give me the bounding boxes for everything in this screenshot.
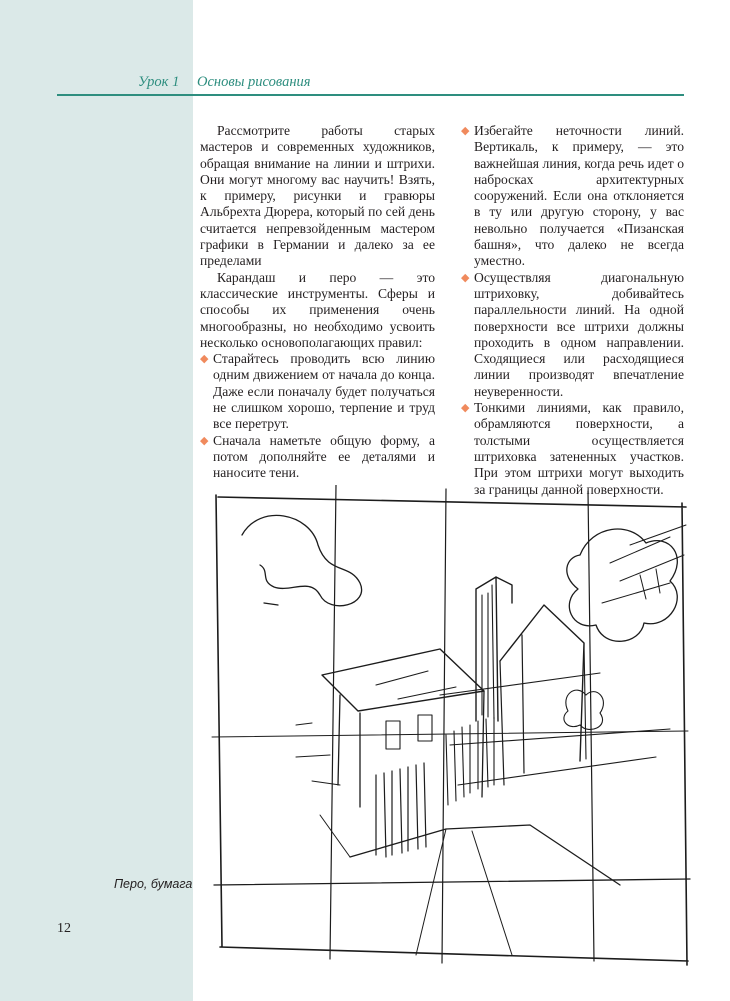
paragraph: Карандаш и перо — это классические инструменты. Сферы и способы их применения очень многообразны, но необходимо усвоить несколько основополагающих правил:: [200, 269, 435, 350]
diamond-bullet-icon: ◆: [200, 353, 209, 366]
paragraph: Рассмотрите работы старых мастеров и современных художников, обращая внимание на линии и штрихи. Они могут многому вас научить! Взять, к примеру, рисунки и гравюры Альбрехта Дюрера, который по сей день считается непревзойденным мастером графики в Германии и далеко за ее пределами: [200, 123, 435, 269]
list-item: [461, 123, 684, 270]
left-text-column: [200, 123, 435, 482]
list-item: [200, 433, 435, 482]
diamond-bullet-icon: ◆: [461, 125, 470, 137]
list-item-text: Сначала наметьте общую форму, а потом дополняйте ее деталями и наносите тени.: [213, 432, 435, 481]
header-title: [138, 74, 311, 91]
diamond-bullet-icon: ◆: [461, 271, 470, 284]
figure-caption: Перо, бумага: [114, 877, 193, 891]
list-item: [461, 400, 684, 498]
list-item: [200, 351, 435, 432]
list-item-text: Избегайте неточности линий. Вертикаль, к примеру, — это важнейшая линия, когда речь идет о набросках архитектурных сооружений. Если она отклоняется в ту или другую сторону, у вас невольно получается «Пизанская башня», что далеко не всегда уместно.: [474, 123, 684, 269]
list-item: [461, 270, 684, 400]
header-rule: [57, 94, 684, 96]
right-text-column: [461, 123, 684, 498]
page-number: 12: [57, 921, 71, 936]
diamond-bullet-icon: ◆: [200, 434, 209, 447]
list-item-text: Тонкими линиями, как правило, обрамляются поверхности, а толстыми осуществляется штриховка затененных участков. При этом штрихи могут выходить за границы данной поверхности.: [474, 400, 684, 497]
chapter-title: Основы рисования: [196, 74, 311, 90]
diamond-bullet-icon: ◆: [461, 402, 470, 415]
pen-sketch-illustration: [200, 485, 710, 975]
lesson-label: Урок 1: [138, 74, 180, 90]
page-header: [0, 0, 730, 96]
list-item-text: Старайтесь проводить всю линию одним движением от начала до конца. Даже если поначалу будет получаться не слишком хорошо, терпение и труд все перетрут.: [213, 351, 435, 432]
list-item-text: Осуществляя диагональную штриховку, добивайтесь параллельности линий. На одной поверхности все штрихи должны проходить в одном направлении. Сходящиеся или расходящиеся линии производят впечатление неуверенности.: [474, 269, 684, 399]
sidebar-panel: [0, 0, 193, 1001]
